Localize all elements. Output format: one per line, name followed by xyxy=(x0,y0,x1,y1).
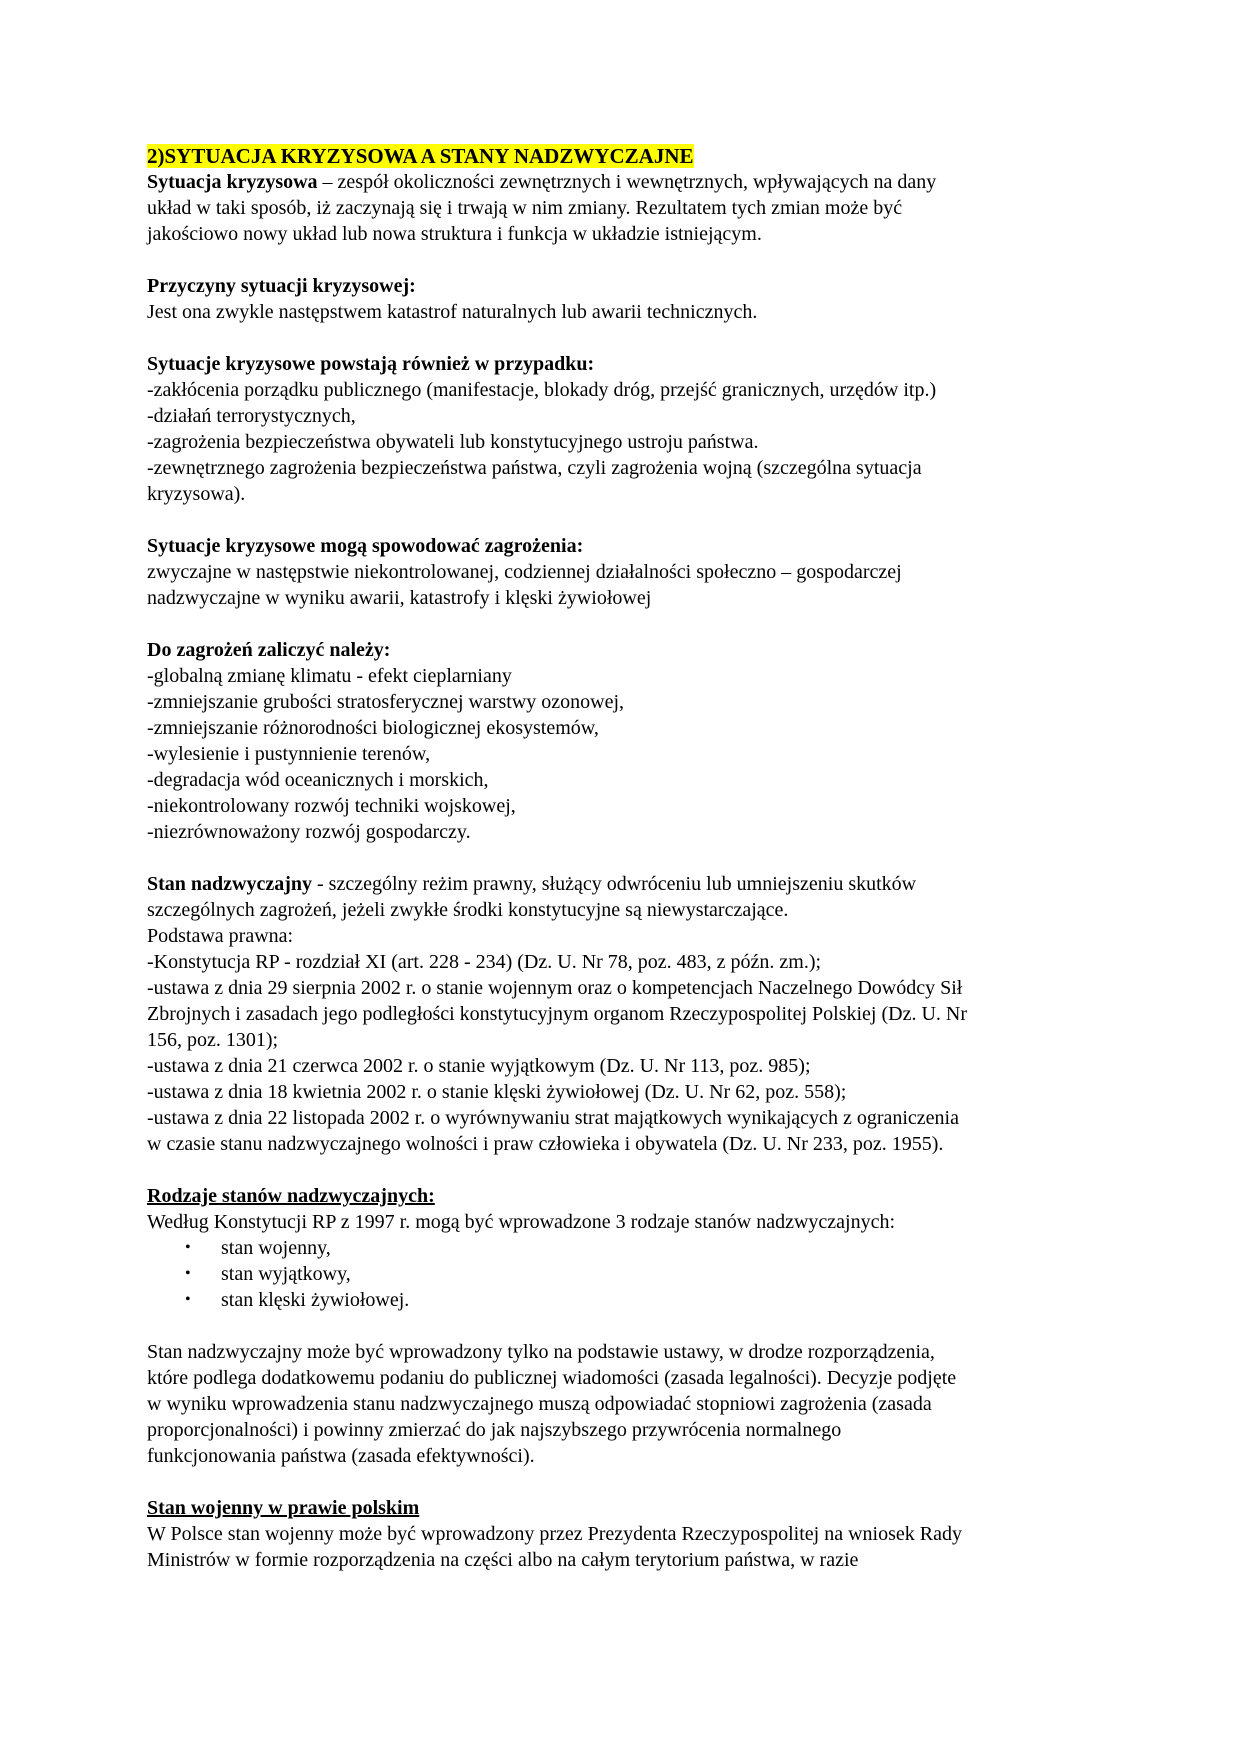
definition-term: Sytuacja kryzysowa xyxy=(147,171,318,193)
threat-item: -degradacja wód oceanicznych i morskich, xyxy=(147,769,489,791)
spacer xyxy=(147,247,1150,273)
types-heading: Rodzaje stanów nadzwyczajnych: xyxy=(147,1185,435,1207)
threat-item: -zmniejszanie różnorodności biologicznej ekosystemów, xyxy=(147,717,599,739)
legal-basis-item: -Konstytucja RP - rozdział XI (art. 228 - 234) (Dz. U. Nr 78, poz. 483, z późn. zm.); xyxy=(147,951,822,973)
list-item-text: stan wyjątkowy, xyxy=(221,1263,351,1285)
spacer xyxy=(147,1313,1150,1339)
legal-basis-item: 156, poz. 1301); xyxy=(147,1029,279,1051)
list-item xyxy=(185,1287,1150,1313)
also-item: kryzysowa). xyxy=(147,483,246,505)
threats-heading: Do zagrożeń zaliczyć należy: xyxy=(147,639,391,661)
list-item xyxy=(185,1235,1150,1261)
spacer xyxy=(147,325,1150,351)
title-highlight: 2)SYTUACJA KRYZYSOWA A STANY NADZWYCZAJNE xyxy=(147,144,694,168)
threats-cause-heading: Sytuacje kryzysowe mogą spowodować zagrożenia: xyxy=(147,535,584,557)
bullet-icon: • xyxy=(185,1239,191,1256)
spacer xyxy=(147,611,1150,637)
bullet-icon: • xyxy=(185,1265,191,1282)
martial-heading: Stan wojenny w prawie polskim xyxy=(147,1497,420,1519)
legal-basis-item: -ustawa z dnia 29 sierpnia 2002 r. o stanie wojennym oraz o kompetencjach Naczelnego Dowódcy Sił xyxy=(147,977,963,999)
also-item: -zagrożenia bezpieczeństwa obywateli lub konstytucyjnego ustroju państwa. xyxy=(147,431,759,453)
definition-text-1: – zespół okoliczności zewnętrznych i wewnętrznych, wpływających na dany xyxy=(317,171,937,193)
spacer xyxy=(147,1157,1150,1183)
list-item xyxy=(185,1261,1150,1287)
martial-line: W Polsce stan wojenny może być wprowadzony przez Prezydenta Rzeczypospolitej na wniosek Rady xyxy=(147,1523,962,1545)
principles-line: funkcjonowania państwa (zasada efektywności). xyxy=(147,1445,535,1467)
principles-line: proporcjonalności) i powinny zmierzać do jak najszybszego przywrócenia normalnego xyxy=(147,1419,842,1441)
bullet-icon: • xyxy=(185,1291,191,1308)
spacer xyxy=(147,1469,1150,1495)
spacer xyxy=(147,845,1150,871)
definition-line-3: jakościowo nowy układ lub nowa struktura i funkcja w układzie istniejącym. xyxy=(147,223,762,245)
threat-item: -niekontrolowany rozwój techniki wojskowej, xyxy=(147,795,516,817)
threat-item: -zmniejszanie grubości stratosferycznej warstwy ozonowej, xyxy=(147,691,625,713)
threats-cause-item: nadzwyczajne w wyniku awarii, katastrofy i klęski żywiołowej xyxy=(147,587,652,609)
spacer xyxy=(147,507,1150,533)
also-heading: Sytuacje kryzysowe powstają również w przypadku: xyxy=(147,353,595,375)
threat-item: -wylesienie i pustynnienie terenów, xyxy=(147,743,431,765)
types-intro: Według Konstytucji RP z 1997 r. mogą być wprowadzone 3 rodzaje stanów nadzwyczajnych: xyxy=(147,1211,896,1233)
emergency-term: Stan nadzwyczajny xyxy=(147,873,313,895)
causes-text: Jest ona zwykle następstwem katastrof naturalnych lub awarii technicznych. xyxy=(147,301,758,323)
legal-basis-item: -ustawa z dnia 22 listopada 2002 r. o wyrównywaniu strat majątkowych wynikających z ograniczenia xyxy=(147,1107,959,1129)
definition-line-1 xyxy=(147,169,1150,195)
threat-item: -globalną zmianę klimatu - efekt cieplarniany xyxy=(147,665,512,687)
also-item: -zewnętrznego zagrożenia bezpieczeństwa państwa, czyli zagrożenia wojną (szczególna sytuacja xyxy=(147,457,922,479)
legal-basis-item: -ustawa z dnia 21 czerwca 2002 r. o stanie wyjątkowym (Dz. U. Nr 113, poz. 985); xyxy=(147,1055,811,1077)
martial-line: Ministrów w formie rozporządzenia na części albo na całym terytorium państwa, w razie xyxy=(147,1549,859,1571)
legal-basis-item: -ustawa z dnia 18 kwietnia 2002 r. o stanie klęski żywiołowej (Dz. U. Nr 62, poz. 558); xyxy=(147,1081,847,1103)
definition-line-2: układ w taki sposób, iż zaczynają się i trwają w nim zmiany. Rezultatem tych zmian może być xyxy=(147,197,903,219)
legal-basis-item: w czasie stanu nadzwyczajnego wolności i praw człowieka i obywatela (Dz. U. Nr 233, poz. 1955). xyxy=(147,1133,944,1155)
legal-basis-item: Zbrojnych i zasadach jego podległości konstytucyjnym organom Rzeczypospolitej Polskiej (Dz. U. Nr xyxy=(147,1003,968,1025)
emergency-line-2: szczególnych zagrożeń, jeżeli zwykłe środki konstytucyjne są niewystarczające. xyxy=(147,899,789,921)
list-item-text: stan wojenny, xyxy=(221,1237,331,1259)
principles-line: które podlega dodatkowemu podaniu do publicznej wiadomości (zasada legalności). Decyzje podjęte xyxy=(147,1367,957,1389)
threats-cause-item: zwyczajne w następstwie niekontrolowanej, codziennej działalności społeczno – gospodarczej xyxy=(147,561,902,583)
also-item: -zakłócenia porządku publicznego (manifestacje, blokady dróg, przejść granicznych, urzędów itp.) xyxy=(147,379,937,401)
also-item: -działań terrorystycznych, xyxy=(147,405,356,427)
types-list xyxy=(147,1235,1150,1313)
principles-line: Stan nadzwyczajny może być wprowadzony tylko na podstawie ustawy, w drodze rozporządzenia, xyxy=(147,1341,935,1363)
list-item-text: stan klęski żywiołowej. xyxy=(221,1289,410,1311)
threat-item: -niezrównoważony rozwój gospodarczy. xyxy=(147,821,471,843)
emergency-text-1: - szczególny reżim prawny, służący odwróceniu lub umniejszeniu skutków xyxy=(312,873,917,895)
principles-line: w wyniku wprowadzenia stanu nadzwyczajnego muszą odpowiadać stopniowi zagrożenia (zasada xyxy=(147,1393,932,1415)
emergency-line-1 xyxy=(147,871,1150,897)
causes-heading: Przyczyny sytuacji kryzysowej: xyxy=(147,275,416,297)
legal-basis-label: Podstawa prawna: xyxy=(147,925,294,947)
document-title xyxy=(147,143,1150,169)
